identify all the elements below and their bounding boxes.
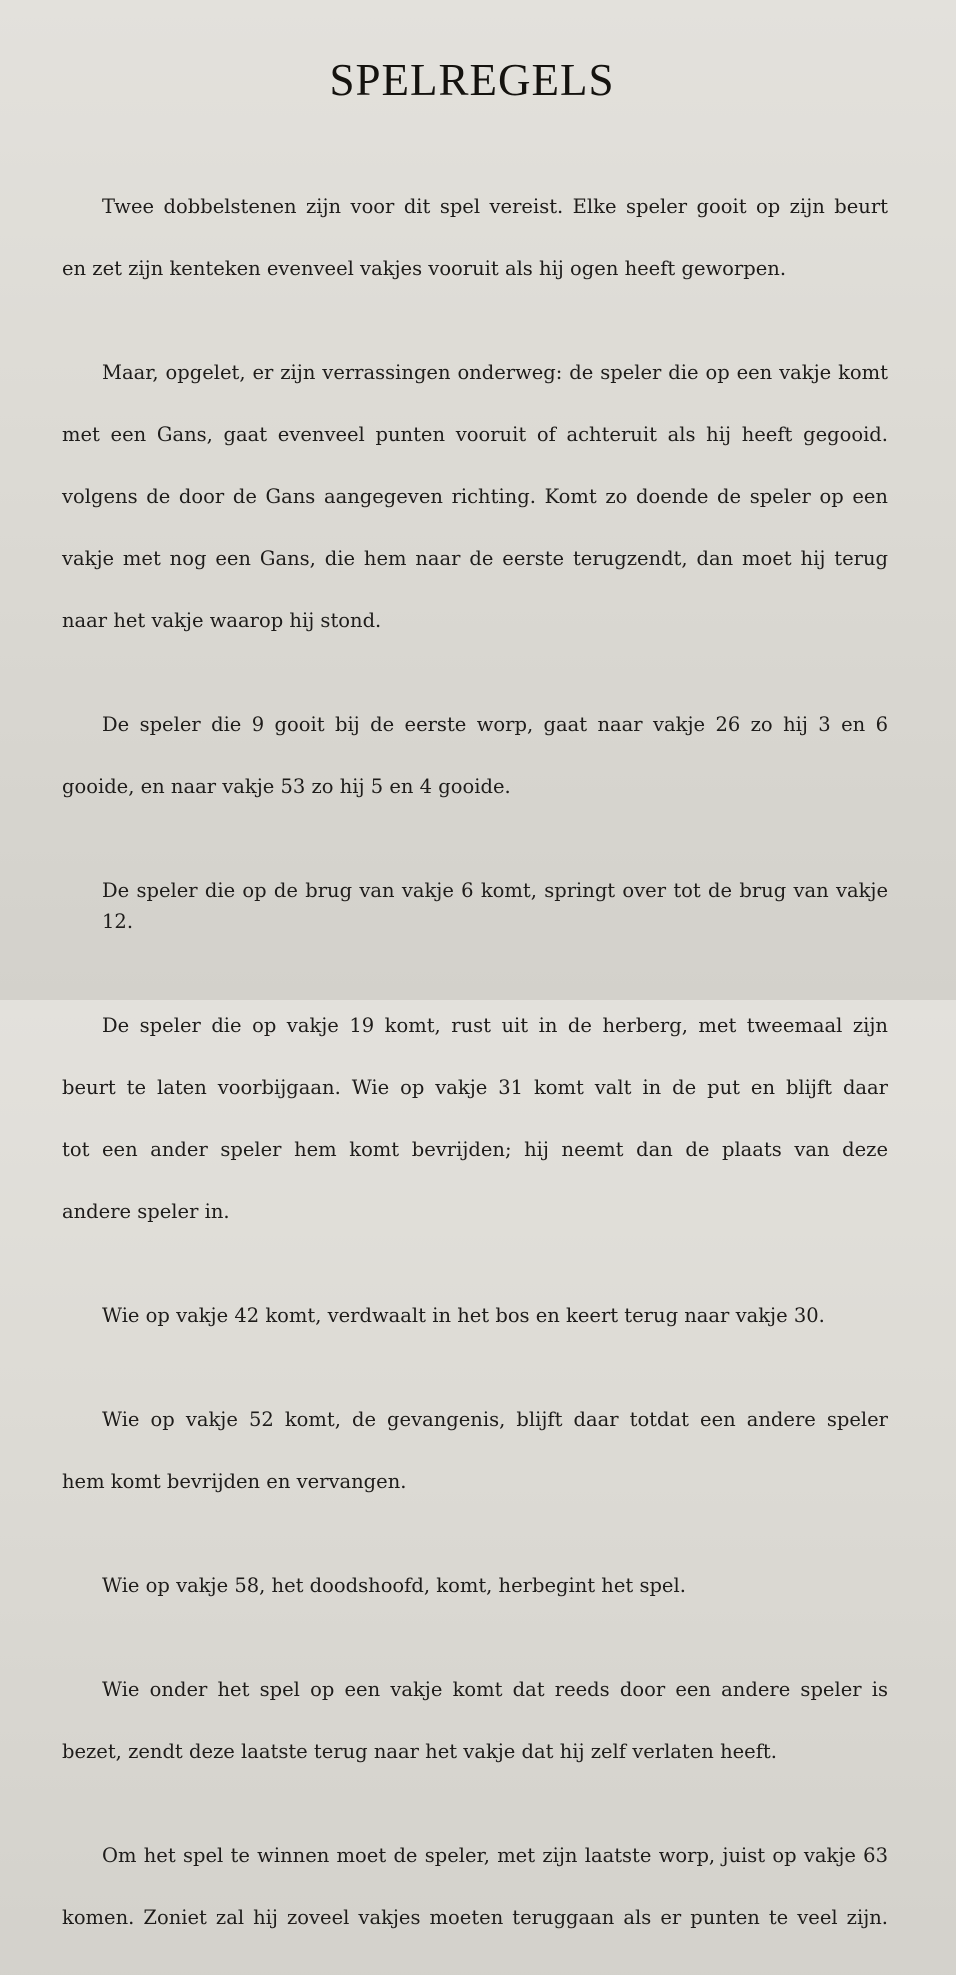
- paragraph: [62, 1539, 888, 1632]
- paragraph: [62, 678, 888, 833]
- text-line: De speler die 9 gooit bij de eerste worp, gaat naar vakje 26 zo hij 3 en 6: [102, 713, 888, 736]
- text-line: Maar, opgelet, er zijn verrassingen onderweg: de speler die op een vakje komt: [102, 361, 888, 384]
- text-line: naar het vakje waarop hij stond.: [62, 609, 382, 632]
- text-line: gooide, en naar vakje 53 zo hij 5 en 4 gooide.: [62, 775, 511, 798]
- rules-text: [62, 160, 888, 1975]
- paragraph: [62, 1643, 888, 1798]
- text-line: Wie op vakje 52 komt, de gevangenis, blijft daar totdat een andere speler: [102, 1408, 888, 1431]
- paragraph: [62, 979, 888, 1258]
- text-line: volgens de door de Gans aangegeven richting. Komt zo doende de speler op een: [62, 485, 888, 508]
- text-line: beurt te laten voorbijgaan. Wie op vakje 31 komt valt in de put en blijft daar: [62, 1076, 888, 1099]
- text-line: Wie op vakje 58, het doodshoofd, komt, herbegint het spel.: [102, 1574, 686, 1597]
- paragraph: [62, 1269, 888, 1362]
- text-line: andere speler in.: [62, 1200, 230, 1223]
- text-line: Wie onder het spel op een vakje komt dat reeds door een andere speler is: [102, 1678, 888, 1701]
- text-line: tot een ander speler hem komt bevrijden; hij neemt dan de plaats van deze: [62, 1138, 888, 1161]
- text-line: De speler die op vakje 19 komt, rust uit in de herberg, met tweemaal zijn: [102, 1014, 888, 1037]
- text-line: bezet, zendt deze laatste terug naar het vakje dat hij zelf verlaten heeft.: [62, 1740, 777, 1763]
- paragraph: [62, 160, 888, 315]
- text-line: Om het spel te winnen moet de speler, met zijn laatste worp, juist op vakje 63: [102, 1844, 888, 1867]
- text-line: vakje met nog een Gans, die hem naar de eerste terugzendt, dan moet hij terug: [62, 547, 888, 570]
- text-line: De speler die op de brug van vakje 6 komt, springt over tot de brug van vakje 12.: [102, 879, 888, 933]
- text-line: met een Gans, gaat evenveel punten vooruit of achteruit als hij heeft gegooid.: [62, 423, 888, 446]
- text-line: Twee dobbelstenen zijn voor dit spel vereist. Elke speler gooit op zijn beurt: [102, 195, 888, 218]
- paragraph: [62, 1809, 888, 1964]
- paragraph: [62, 326, 888, 667]
- paragraph: [62, 844, 888, 968]
- text-line: Wie op vakje 42 komt, verdwaalt in het bos en keert terug naar vakje 30.: [102, 1304, 825, 1327]
- text-line: hem komt bevrijden en vervangen.: [62, 1470, 407, 1493]
- text-line: komen. Zoniet zal hij zoveel vakjes moeten teruggaan als er punten te veel zijn.: [62, 1906, 888, 1929]
- paragraph: [62, 1373, 888, 1528]
- text-line: en zet zijn kenteken evenveel vakjes vooruit als hij ogen heeft geworpen.: [62, 257, 787, 280]
- page-title: SPELREGELS: [329, 55, 615, 105]
